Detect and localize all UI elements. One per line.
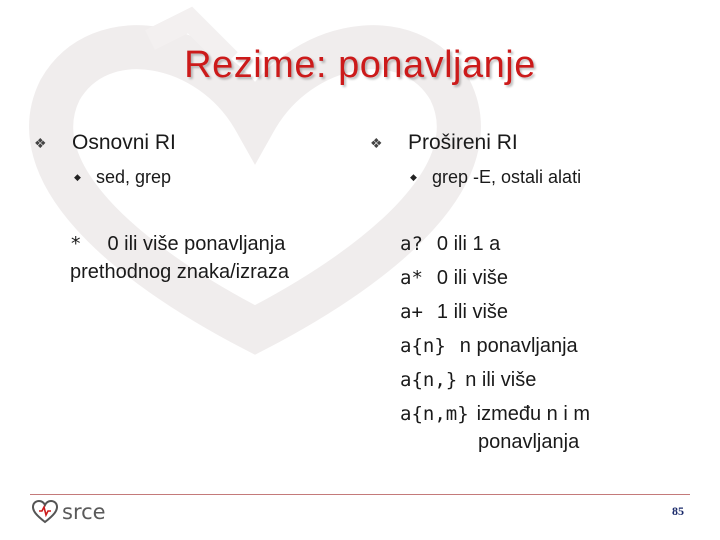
sub-bullet-extended-tools-label: grep -E, ostali alati	[432, 167, 582, 187]
sub-bullet-extended-tools	[410, 164, 710, 190]
re-code: a?	[400, 233, 423, 255]
re-desc: n ponavljanja	[459, 335, 578, 357]
heart-logo-icon	[32, 500, 58, 524]
logo-text: srce	[62, 500, 106, 524]
bullet-basic-re	[34, 128, 354, 158]
re-code: a*	[400, 267, 423, 289]
bullet-extended-re	[370, 128, 710, 158]
re-desc: između n i m	[476, 403, 591, 425]
re-desc-continuation: ponavljanja	[478, 431, 580, 453]
re-row	[400, 363, 710, 397]
basic-re-description	[70, 227, 350, 289]
extended-re-list	[400, 227, 710, 459]
star-symbol: *	[70, 233, 82, 255]
bullet-basic-re-label: Osnovni RI	[72, 131, 176, 154]
re-row	[400, 329, 710, 363]
small-diamond-bullet-icon: ◆	[410, 172, 417, 182]
basic-re-desc-line1: 0 ili više ponavljanja	[107, 233, 286, 255]
re-desc: 0 ili više	[436, 267, 509, 289]
re-desc: 1 ili više	[436, 301, 509, 323]
re-code: a{n,}	[400, 369, 458, 391]
small-diamond-bullet-icon: ◆	[74, 172, 81, 182]
diamond-bullet-icon: ❖	[34, 135, 47, 151]
left-column	[34, 128, 354, 190]
re-code: a{n}	[400, 335, 446, 357]
re-desc: 0 ili 1 a	[436, 233, 501, 255]
re-row	[400, 261, 710, 295]
slide-title: Rezime: ponavljanje	[184, 44, 536, 86]
sub-bullet-basic-tools-label: sed, grep	[96, 167, 172, 187]
srce-logo	[32, 500, 106, 524]
sub-bullet-basic-tools	[74, 164, 354, 190]
re-row	[400, 227, 710, 261]
basic-re-desc-line2: prethodnog znaka/izraza	[70, 261, 290, 283]
bullet-extended-re-label: Prošireni RI	[408, 131, 518, 154]
re-desc: n ili više	[465, 369, 537, 391]
footer-divider	[30, 494, 690, 495]
diamond-bullet-icon: ❖	[370, 135, 383, 151]
right-column	[370, 128, 710, 190]
re-code: a+	[400, 301, 423, 323]
re-row	[400, 295, 710, 329]
re-code: a{n,m}	[400, 403, 469, 425]
page-number: 85	[672, 504, 684, 518]
